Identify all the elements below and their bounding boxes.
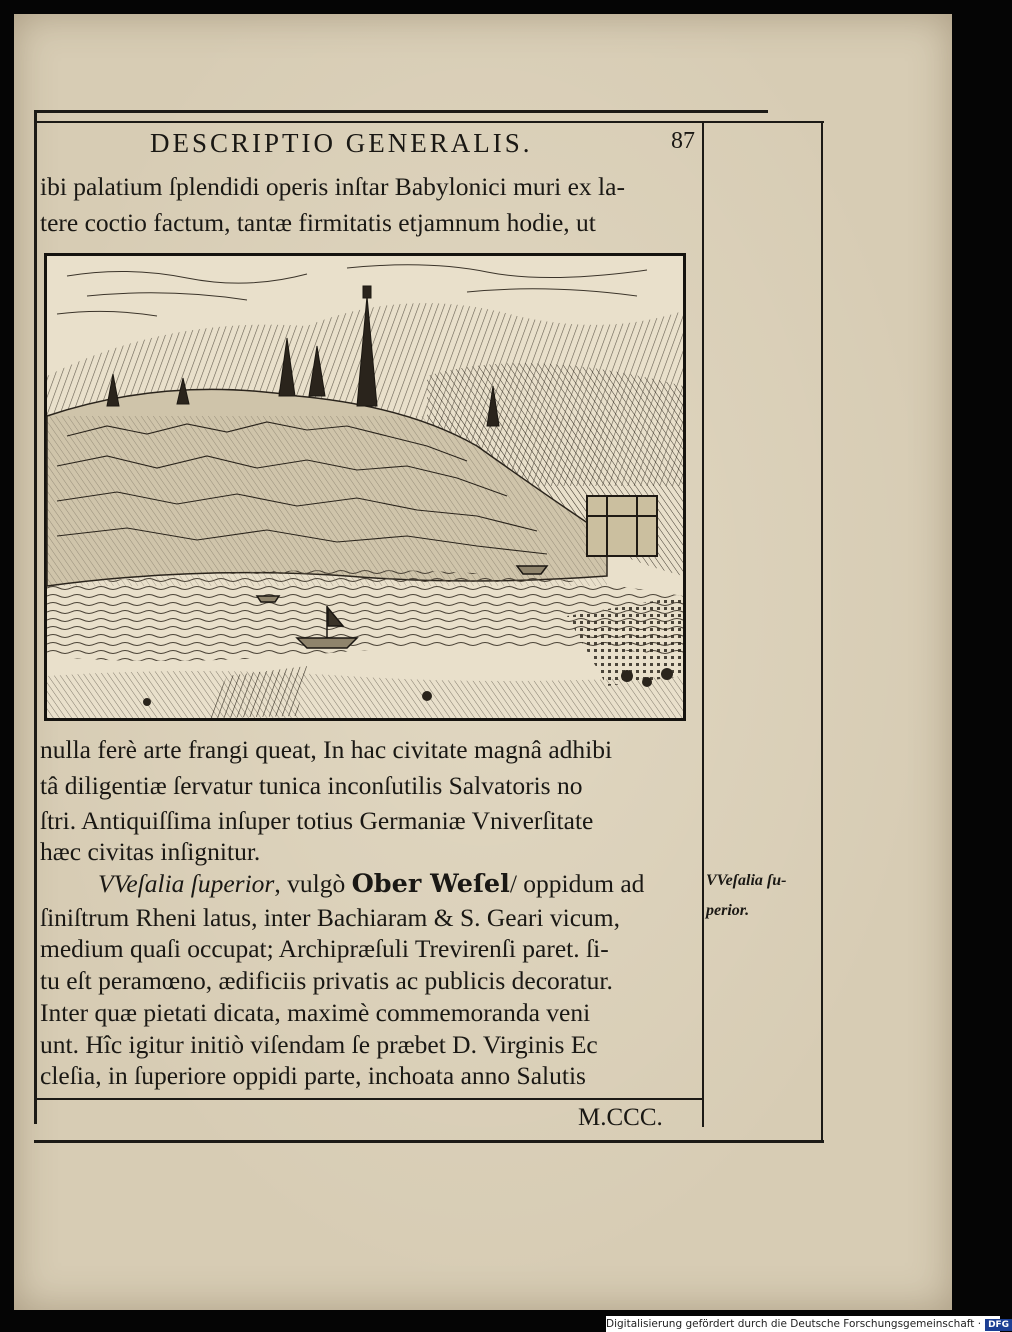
text-block-right-rule [702,121,704,1127]
body-line: cleſia, in ſuperiore oppidi parte, inchoata anno Salutis [40,1061,586,1090]
body-line: nulla ferè arte frangi queat, In hac civitate magnâ adhibi [40,735,613,764]
body-line: hæc civitas inſignitur. [40,837,261,866]
bottom-frame-rule [34,1140,824,1143]
marginal-note-line: VVeſalia ſu- [706,872,787,889]
body-line: tere coctio factum, tantæ firmitatis etjamnum hodie, ut [40,208,596,237]
top-frame-rule [34,110,768,113]
city-view-image [47,256,683,718]
body-line: ſiniſtrum Rheni latus, inter Bachiaram & S. Geari vicum, [40,903,621,932]
left-frame-rule [34,110,37,1124]
body-line: tu eſt peramœno, ædificiis privatis ac publicis decoratur. [40,966,613,995]
body-line: Inter quæ pietati dicata, maximè commemoranda veni [40,998,591,1027]
text-run: / oppidum ad [509,869,645,898]
body-line: ſtri. Antiquiſſima inſuper totius Germaniæ Vniverſitate [40,806,594,835]
header-rule [34,121,824,123]
catchword: M.CCC. [578,1104,663,1131]
paragraph-opening-line [98,869,644,899]
text-run: , vulgò [274,869,352,898]
running-title: DESCRIPTIO GENERALIS. [150,128,533,158]
page-number: 87 [671,128,695,154]
woodcut-illustration [44,253,686,721]
blackletter-name: Ober Weſel [351,869,510,899]
digitization-credit [606,1316,1010,1332]
outer-right-rule [821,121,823,1143]
body-line: ibi palatium ſplendidi operis inſtar Babylonici muri ex la- [40,172,625,201]
marginal-note-line: perior. [706,902,750,919]
body-line: unt. Hîc igitur initiò viſendam ſe præbet D. Virginis Ec [40,1030,598,1059]
body-line: tâ diligentiæ ſervatur tunica inconſutilis Salvatoris no [40,771,583,800]
dfg-logo: DFG [985,1319,1012,1331]
credit-text: Digitalisierung gefördert durch die Deutsche Forschungsgemeinschaft · [606,1318,982,1330]
italic-place-name: VVeſalia ſuperior [98,869,275,898]
text-block-bottom-rule [36,1098,704,1100]
body-line: medium quaſi occupat; Archipræſuli Trevirenſi paret. ſi- [40,934,609,963]
